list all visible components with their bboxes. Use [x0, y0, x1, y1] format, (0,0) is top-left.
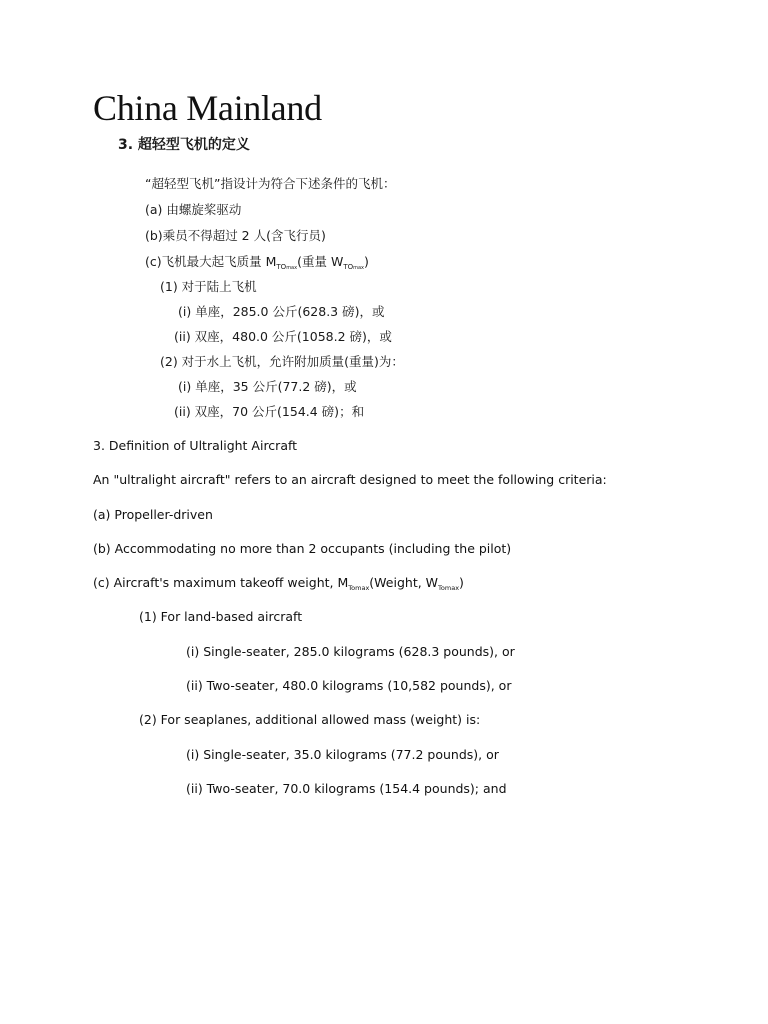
zh-item-c2i: (i) 单座，35 公斤(77.2 磅)，或 [178, 379, 357, 394]
zh-item-c-prefix: (c)飞机最大起飞质量 M [145, 254, 277, 269]
zh-section-heading: 3. 超轻型飞机的定义 [118, 137, 250, 153]
zh-item-c-suffix: ) [364, 254, 369, 269]
en-item-c-mid: (Weight, W [369, 575, 439, 590]
en-item-c1ii: (ii) Two-seater, 480.0 kilograms (10,582 pounds), or [186, 678, 512, 693]
zh-item-b: (b)乘员不得超过 2 人(含飞行员) [145, 228, 326, 243]
zh-item-c1i: (i) 单座，285.0 公斤(628.3 磅)，或 [178, 304, 385, 319]
zh-item-c-mid: (重量 W [297, 254, 344, 269]
zh-item-c-sub1: TO [276, 263, 287, 271]
zh-item-a: (a) 由螺旋桨驱动 [145, 202, 242, 217]
en-intro: An "ultralight aircraft" refers to an aircraft designed to meet the following criteria: [93, 472, 607, 487]
zh-item-c-sub2b: max [353, 265, 365, 271]
en-item-a: (a) Propeller-driven [93, 507, 213, 522]
en-item-c-prefix: (c) Aircraft's maximum takeoff weight, M [93, 575, 349, 590]
zh-item-c2ii: (ii) 双座，70 公斤(154.4 磅)；和 [174, 404, 365, 419]
en-item-c [93, 575, 464, 592]
zh-item-c2: (2) 对于水上飞机，允许附加质量(重量)为： [160, 354, 404, 369]
zh-intro: “超轻型飞机”指设计为符合下述条件的飞机： [145, 176, 396, 191]
en-item-c1: (1) For land-based aircraft [139, 609, 303, 624]
zh-item-c [145, 252, 369, 271]
en-item-c-suffix: ) [459, 575, 464, 590]
page-title: China Mainland [93, 88, 322, 128]
en-item-c-sub1: Tomax [348, 584, 370, 592]
en-item-c-sub2: Tomax [438, 584, 460, 592]
en-item-c2i: (i) Single-seater, 35.0 kilograms (77.2 pounds), or [186, 747, 499, 762]
zh-item-c1ii: (ii) 双座，480.0 公斤(1058.2 磅)，或 [174, 329, 392, 344]
zh-item-c-sub1b: max [286, 265, 298, 271]
zh-item-c1: (1) 对于陆上飞机 [160, 279, 257, 294]
en-item-c2ii: (ii) Two-seater, 70.0 kilograms (154.4 pounds); and [186, 781, 507, 796]
en-section-heading: 3. Definition of Ultralight Aircraft [93, 438, 298, 453]
en-item-c1i: (i) Single-seater, 285.0 kilograms (628.3 pounds), or [186, 644, 515, 659]
zh-item-c-sub2: TO [343, 263, 354, 271]
en-item-c2: (2) For seaplanes, additional allowed mass (weight) is: [139, 712, 481, 727]
en-item-b: (b) Accommodating no more than 2 occupants (including the pilot) [93, 541, 512, 556]
